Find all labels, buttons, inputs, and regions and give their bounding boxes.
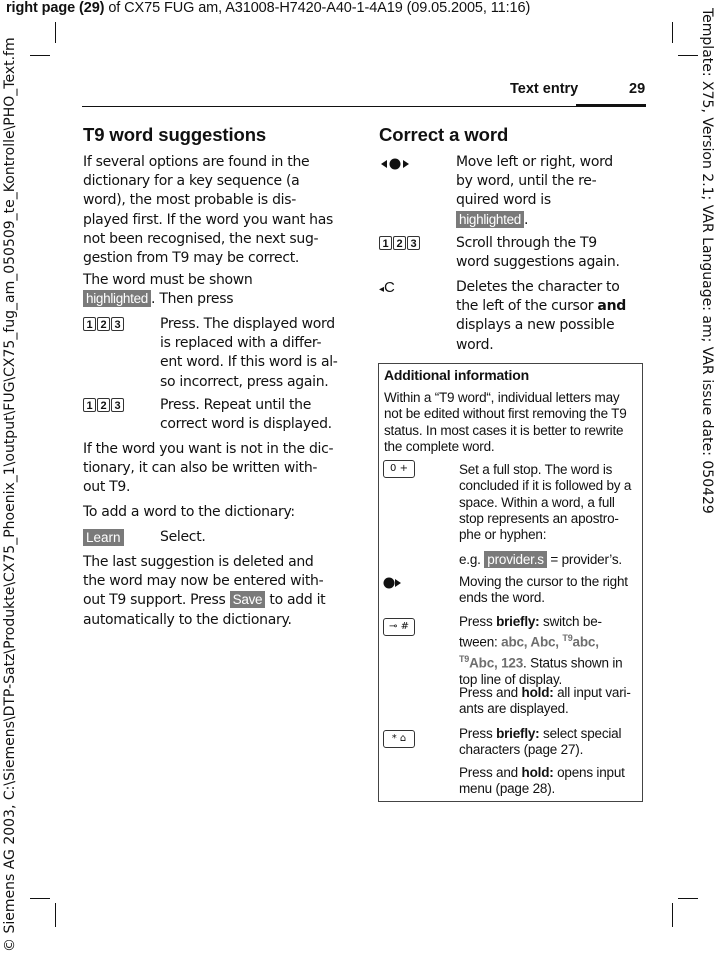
crop-mark <box>30 898 50 899</box>
learn-softkey: Learn <box>83 529 124 546</box>
copyright-path: © Siemens AG 2003, C:\Siemens\DTP-Satz\Produkte\CX75_Phoenix_1\output\FUG\CX75_fug_am_050509_te_Kontrolle\PHO_Text.fm <box>2 37 18 952</box>
crop-mark <box>678 898 698 899</box>
page-number: 29 <box>629 81 646 97</box>
info-fullstop: Set a full stop. The word is concluded if it is followed by a space. Within a word, a full stop represents an apostro- phe or hyphen: <box>459 462 632 543</box>
info-example: e.g. provider.s = provider’s. <box>459 552 622 567</box>
header-rule <box>82 106 646 107</box>
example-highlight: provider.s <box>484 551 547 568</box>
left-paragraph-1: If several options are found in the dictionary for a key sequence (a word), the most probable is dis- played first. If the word you want has not been recognised, the next sug- gestion from T9 may be correct. <box>83 154 334 267</box>
keys-row-1: 1 2 3 Press. The displayed word is replaced with a differ- ent word. If this word is al- so incorrect, press again. <box>83 315 358 395</box>
info-hash-brief: Press briefly: switch be- tween: abc, Abc, $^{T9}$abc, $^{T9}$Abc, 123. Status shown in top line of display. <box>459 614 623 687</box>
info-hash-hold: Press and hold: all input vari- ants are displayed. <box>459 685 631 717</box>
learn-row: Learn Select. <box>83 528 358 550</box>
digit-keys-icon: 1 2 3 <box>83 317 124 331</box>
save-softkey: Save <box>230 591 266 608</box>
right-heading: Correct a word <box>379 124 509 145</box>
left-paragraph-2: The word must be shown highlighted . Then press <box>83 272 253 308</box>
document-header <box>6 0 530 16</box>
template-info: Template: X75, Version 2.1; VAR Language: am; VAR issue date: 050429 <box>699 8 715 514</box>
left-paragraph-3: If the word you want is not in the dic- tionary, it can also be written with- out T9. <box>83 441 334 496</box>
correct-row-3: ◂C Deletes the character to the left of the cursor and displays a new possible word. <box>379 279 626 353</box>
digit-keys-icon: 1 2 3 <box>379 236 420 250</box>
crop-mark <box>55 903 56 927</box>
star-key-icon: * ⌂ <box>383 730 415 748</box>
info-title: Additional information <box>384 367 529 383</box>
header-rest: of CX75 FUG am, A31008-H7420-A40-1-4A19 (09.05.2005, 11:16) <box>104 0 531 16</box>
crop-mark <box>55 22 56 43</box>
running-head-title: Text entry <box>510 81 579 97</box>
zero-key-icon: 0 + <box>383 460 415 478</box>
correct-row-2: 1 2 3 Scroll through the T9 word suggestions again. <box>379 234 644 274</box>
nav-right-icon <box>383 576 403 590</box>
left-heading: T9 word suggestions <box>83 124 267 145</box>
clear-key-icon: ◂C <box>379 279 395 296</box>
keys-row-2: 1 2 3 Press. Repeat until the correct word is displayed. <box>83 396 358 436</box>
nav-left-right-icon <box>379 156 411 172</box>
header-bold: right page (29) <box>6 0 105 16</box>
info-star-brief: Press briefly: select special characters (page 27). <box>459 726 622 758</box>
crop-mark <box>672 903 673 927</box>
crop-mark <box>672 22 673 43</box>
info-intro: Within a “T9 word“, individual letters may not be edited without first removing the T9 status. In most cases it is better to rewrite the complete word. <box>384 390 627 454</box>
info-star-hold: Press and hold: opens input menu (page 28). <box>459 765 625 797</box>
info-move-cursor: Moving the cursor to the right ends the word. <box>459 574 628 606</box>
crop-mark <box>30 55 50 56</box>
left-paragraph-4: To add a word to the dictionary: <box>83 504 295 520</box>
header-rule-thick <box>576 104 646 107</box>
left-paragraph-5: The last suggestion is deleted and the word may now be entered with- out T9 support. Press Save to add it automatically to the dictionary. <box>83 554 326 628</box>
highlighted-label: highlighted <box>456 211 524 228</box>
crop-mark <box>678 55 698 56</box>
highlighted-label: highlighted <box>83 290 151 307</box>
digit-keys-icon: 1 2 3 <box>83 398 124 412</box>
correct-row-1: Move left or right, word by word, until the re- quired word is highlighted . <box>379 153 644 233</box>
hash-key-icon: ⊸ # <box>383 618 415 636</box>
additional-info-box <box>378 363 643 802</box>
